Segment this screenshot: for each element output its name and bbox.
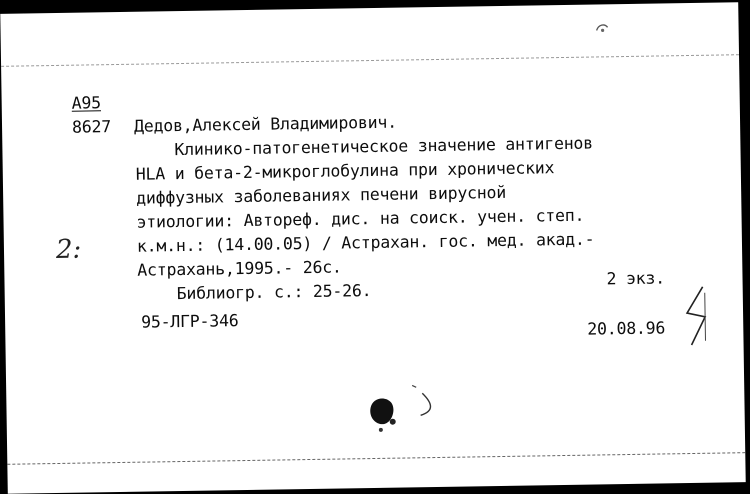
author-heading: Дедов,Алексей Владимирович. xyxy=(133,112,398,136)
card-bottom-edge-line xyxy=(7,452,745,465)
title-line-5: к.м.н.: (14.00.05) / Астрахан. гос. мед. акад.- xyxy=(136,229,595,256)
title-line-2: HLA и бета-2-микроглобулина при хронических xyxy=(135,158,555,184)
ink-speck-mark xyxy=(592,18,612,38)
handwritten-copy-mark: 2: xyxy=(55,234,82,265)
registration-code: 95-ЛГР-346 xyxy=(140,311,239,332)
handwritten-check-mark xyxy=(681,283,712,353)
title-line-4: этиологии: Автореф. дис. на соиск. учен. степ. xyxy=(136,205,585,232)
accession-date: 20.08.96 xyxy=(587,318,666,339)
library-catalog-card xyxy=(0,2,745,494)
card-top-edge-line xyxy=(1,54,739,67)
ink-blot-stamp xyxy=(362,379,453,440)
title-line-3: диффузных заболеваниях печени вирусной xyxy=(136,182,507,208)
inventory-number: 8627 xyxy=(71,117,112,137)
shelf-mark: А95 xyxy=(71,93,102,113)
bibliography-note: Библиогр. с.: 25-26. xyxy=(176,281,372,304)
title-line-6: Астрахань,1995.- 26с. xyxy=(137,257,342,280)
copies-count: 2 экз. xyxy=(606,268,666,289)
title-line-1: Клинико-патогенетическое значение антигенов xyxy=(174,133,594,160)
